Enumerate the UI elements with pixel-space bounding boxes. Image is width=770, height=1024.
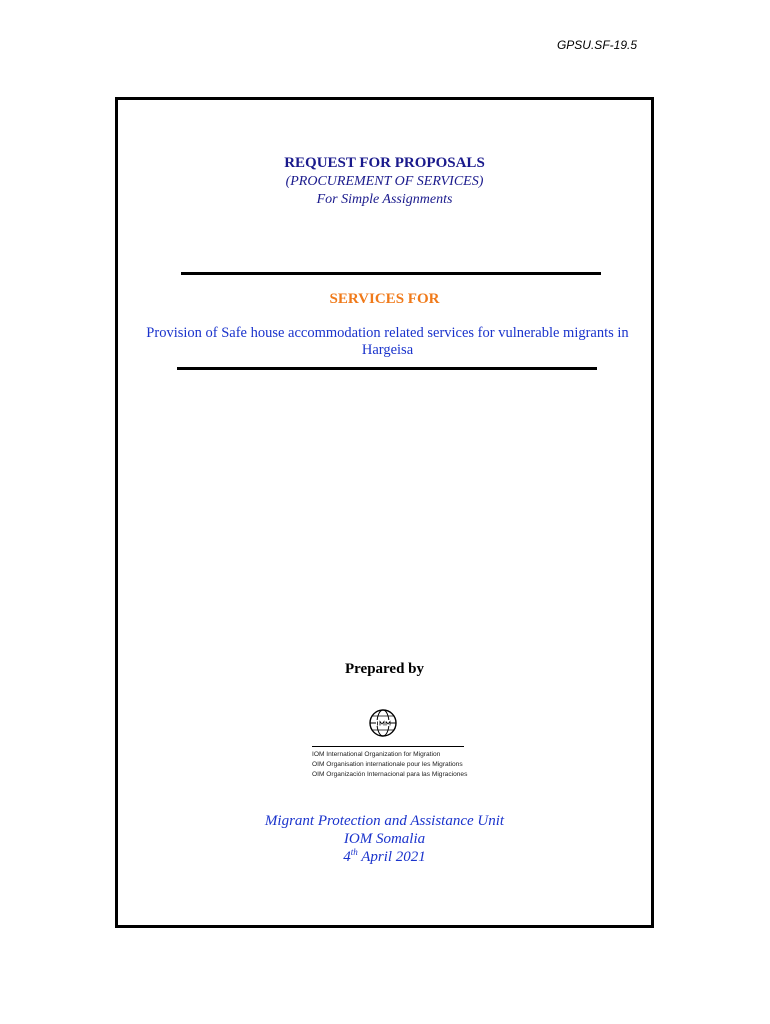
assignment-type: For Simple Assignments <box>316 192 453 207</box>
office-name: IOM Somalia <box>343 831 426 847</box>
logo-divider <box>312 746 464 747</box>
prepared-by-label: Prepared by <box>344 661 425 677</box>
page-title: REQUEST FOR PROPOSALS <box>284 155 485 171</box>
issue-date <box>118 848 651 866</box>
cover-frame <box>115 97 654 928</box>
page-subtitle: (PROCUREMENT OF SERVICES) <box>285 174 484 189</box>
services-heading: SERVICES FOR <box>329 291 440 307</box>
logo-line-spanish: OIM Organización Internacional para las Migraciones <box>312 771 468 778</box>
services-description: Provision of Safe house accommodation related services for vulnerable migrants in Hargeisa <box>146 325 629 358</box>
date-suffix: th <box>350 847 358 857</box>
date-day: 4 <box>343 849 351 865</box>
logo-names <box>312 750 468 780</box>
divider-bottom <box>177 367 597 370</box>
unit-name: Migrant Protection and Assistance Unit <box>264 813 505 829</box>
logo-line-french: OIM Organisation internationale pour les Migrations <box>312 761 463 768</box>
iom-logo <box>308 706 468 784</box>
document-code: GPSU.SF-19.5 <box>556 38 637 52</box>
date-month-year: April 2021 <box>357 849 426 865</box>
divider-top <box>181 272 601 275</box>
logo-line-english: IOM International Organization for Migration <box>312 751 441 758</box>
prepared-by-details <box>118 812 651 866</box>
globe-icon <box>368 708 398 738</box>
